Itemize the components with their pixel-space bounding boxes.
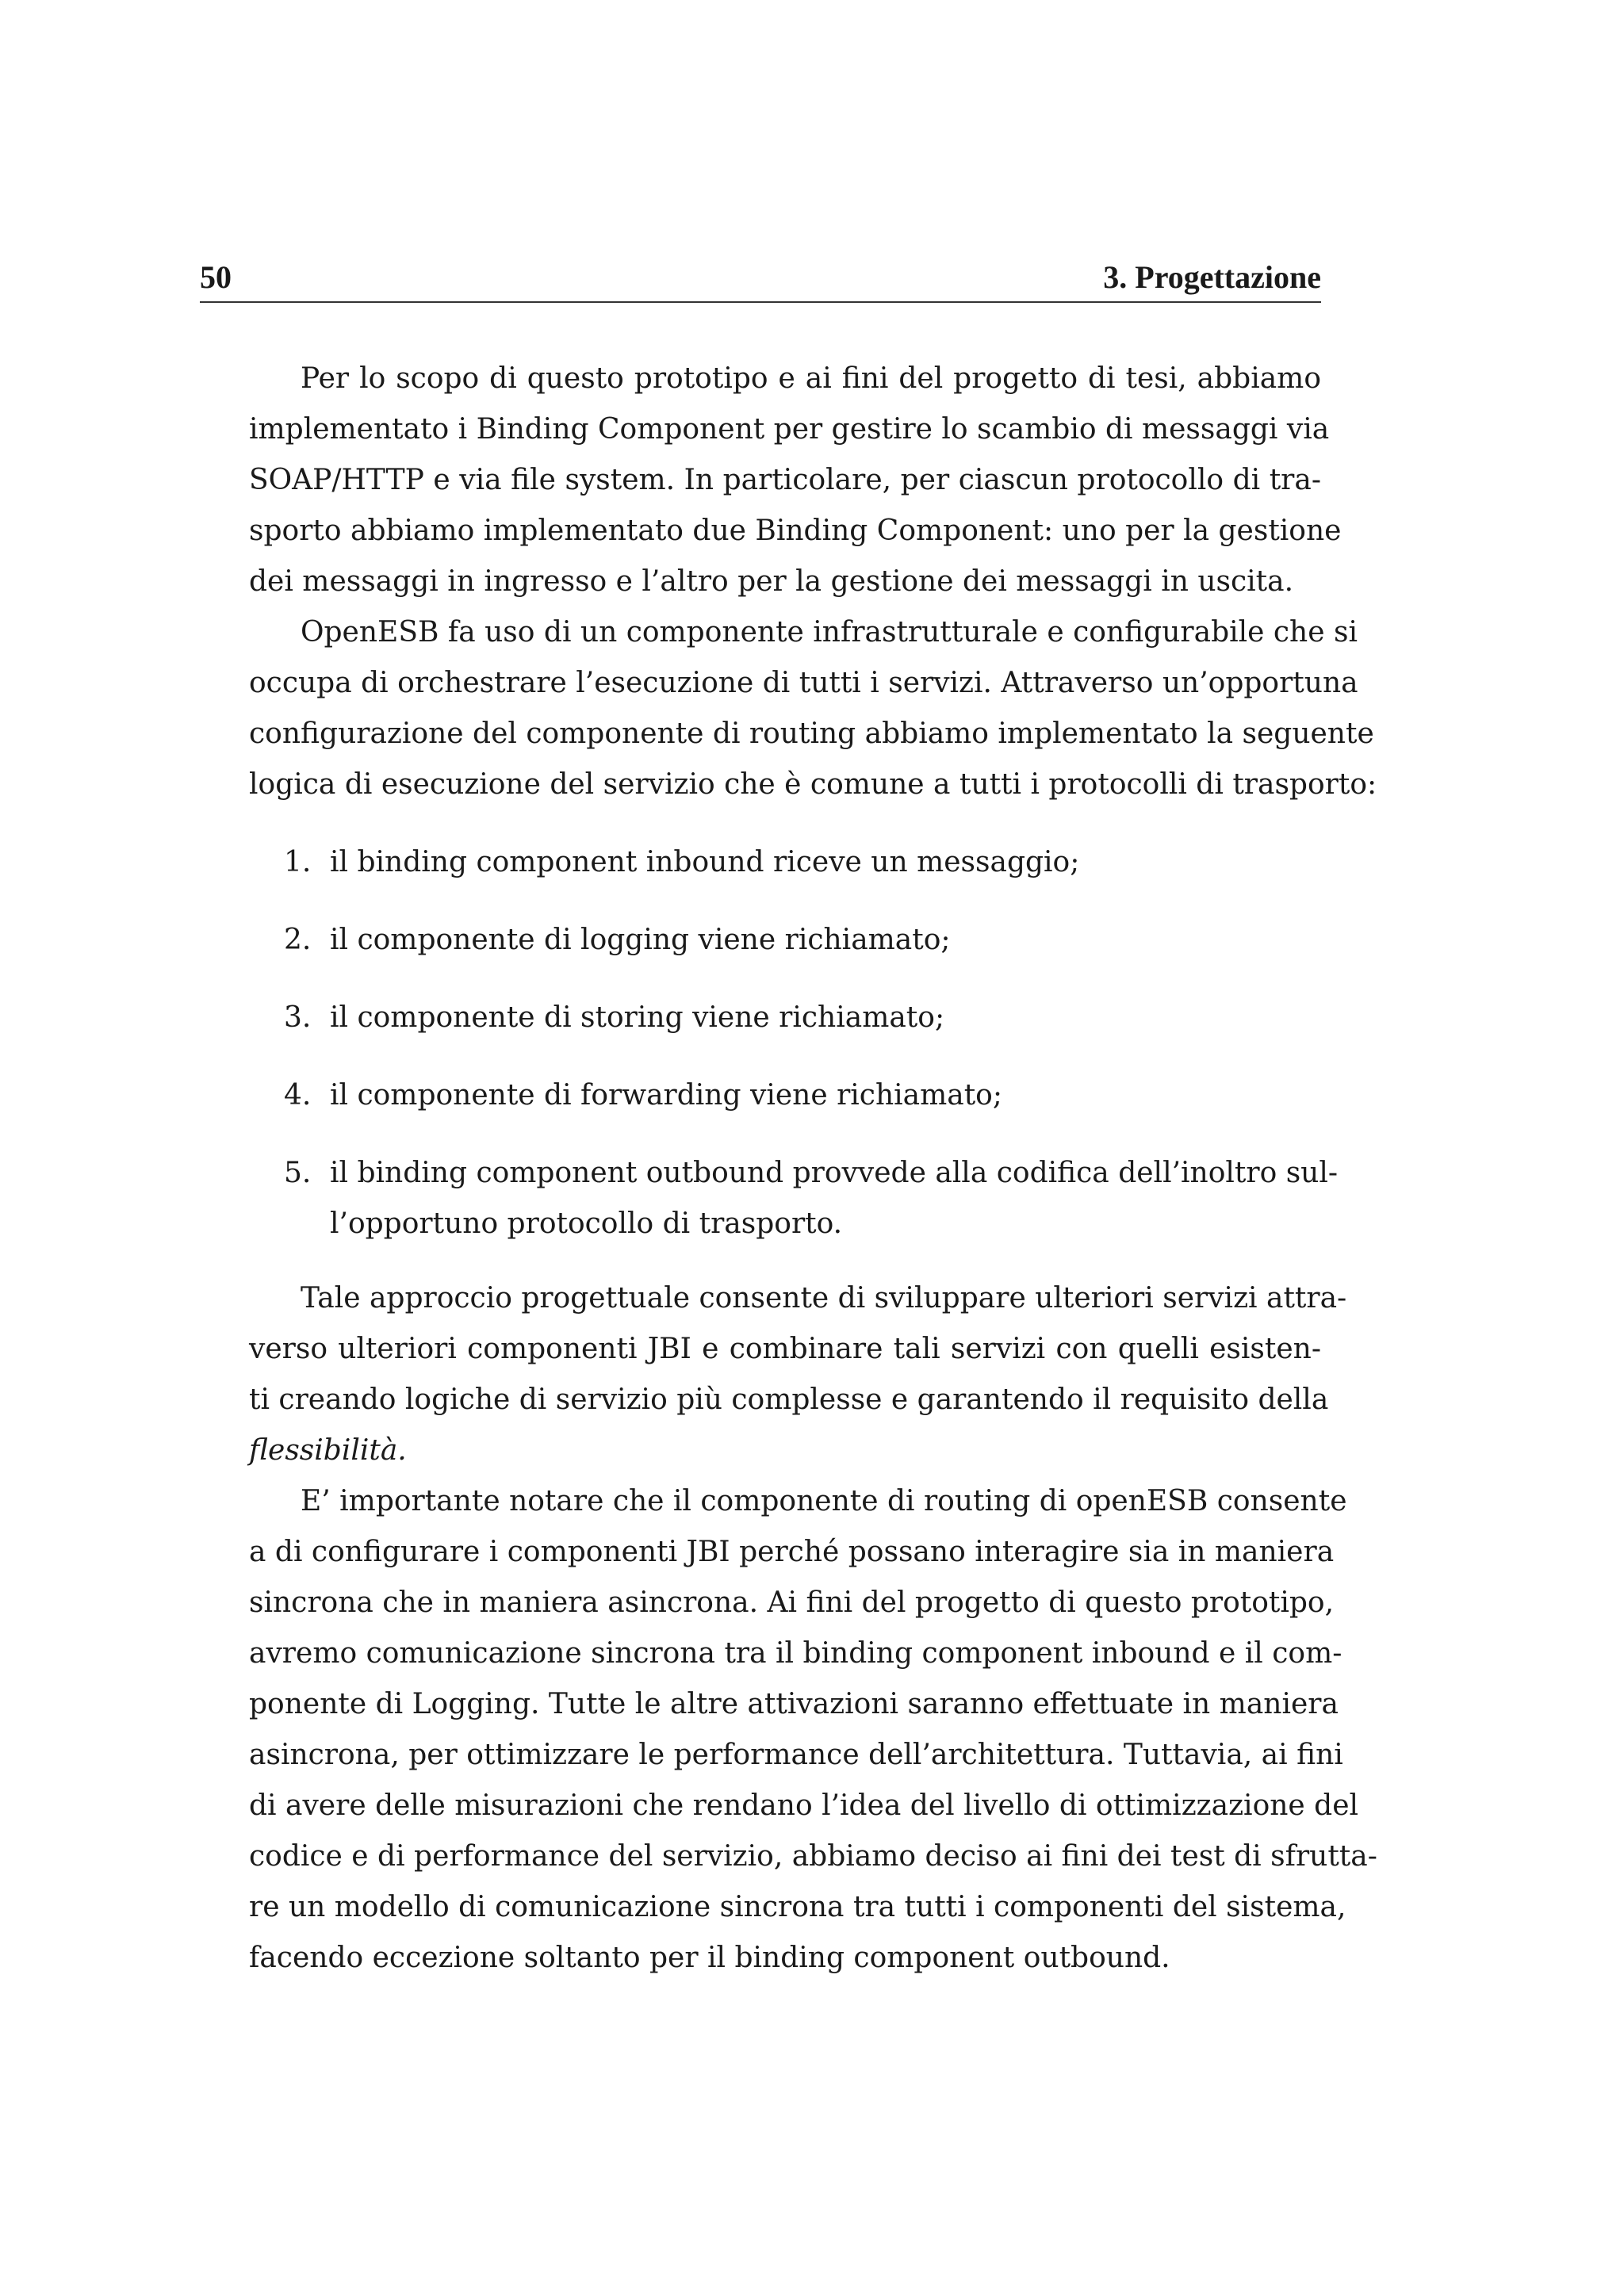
text-line: Tale approccio progettuale consente di sviluppare ulteriori servizi attra-	[301, 1282, 1347, 1314]
paragraph-4	[249, 1476, 1377, 1984]
list-number: 5.	[284, 1157, 312, 1189]
list-number: 1.	[284, 846, 312, 878]
text-line: OpenESB fa uso di un componente infrastrutturale e configurabile che si	[301, 616, 1358, 649]
text-line: sporto abbiamo implementato due Binding Component: uno per la gestione	[249, 515, 1342, 547]
text-line: E’ importante notare che il componente di routing di openESB consente	[301, 1485, 1347, 1517]
emphasized-term: flessibilità.	[249, 1434, 407, 1467]
list-item	[330, 1148, 1339, 1249]
running-header	[200, 258, 1321, 303]
text-line: a di configurare i componenti JBI perché possano interagire sia in maniera	[249, 1536, 1335, 1568]
list-item: il componente di storing viene richiamato;	[330, 1001, 945, 1034]
text-line: asincrona, per ottimizzare le performance dell’architettura. Tuttavia, ai fini	[249, 1739, 1343, 1771]
text-line: dei messaggi in ingresso e l’altro per la gestione dei messaggi in uscita.	[249, 565, 1294, 598]
text-line: verso ulteriori componenti JBI e combinare tali servizi con quelli esisten-	[249, 1333, 1321, 1365]
chapter-title: 3. Progettazione	[1103, 259, 1321, 295]
text-line: codice e di performance del servizio, abbiamo deciso ai fini dei test di sfrutta-	[249, 1840, 1377, 1873]
text-line: re un modello di comunicazione sincrona tra tutti i componenti del sistema,	[249, 1891, 1346, 1923]
paragraph-3	[249, 1273, 1347, 1476]
paragraph-1	[249, 354, 1342, 607]
list-item: il binding component inbound riceve un messaggio;	[330, 846, 1080, 878]
text-line: di avere delle misurazioni che rendano l’idea del livello di ottimizzazione del	[249, 1789, 1359, 1822]
list-item-line: il binding component outbound provvede alla codifica dell’inoltro sul-	[330, 1157, 1339, 1189]
list-item-line: l’opportuno protocollo di trasporto.	[330, 1207, 843, 1240]
text-line: occupa di orchestrare l’esecuzione di tutti i servizi. Attraverso un’opportuna	[249, 667, 1358, 699]
paragraph-2	[249, 607, 1377, 810]
text-line: logica di esecuzione del servizio che è comune a tutti i protocolli di trasporto:	[249, 768, 1377, 801]
list-item: il componente di logging viene richiamato;	[330, 924, 951, 956]
list-number: 2.	[284, 924, 312, 956]
text-line: avremo comunicazione sincrona tra il binding component inbound e il com-	[249, 1637, 1342, 1670]
text-line: configurazione del componente di routing abbiamo implementato la seguente	[249, 718, 1374, 750]
text-line: sincrona che in maniera asincrona. Ai fini del progetto di questo prototipo,	[249, 1586, 1335, 1619]
text-line: facendo eccezione soltanto per il binding component outbound.	[249, 1942, 1170, 1974]
list-number: 3.	[284, 1001, 312, 1034]
list-number: 4.	[284, 1079, 312, 1112]
text-line: ponente di Logging. Tutte le altre attivazioni saranno effettuate in maniera	[249, 1688, 1339, 1720]
text-line: SOAP/HTTP e via file system. In particolare, per ciascun protocollo di tra-	[249, 464, 1321, 496]
text-line: implementato i Binding Component per gestire lo scambio di messaggi via	[249, 413, 1330, 446]
list-item: il componente di forwarding viene richiamato;	[330, 1079, 1002, 1112]
page-number: 50	[200, 259, 232, 295]
text-line: ti creando logiche di servizio più complesse e garantendo il requisito della	[249, 1383, 1329, 1416]
text-line: Per lo scopo di questo prototipo e ai fini del progetto di tesi, abbiamo	[301, 362, 1321, 395]
